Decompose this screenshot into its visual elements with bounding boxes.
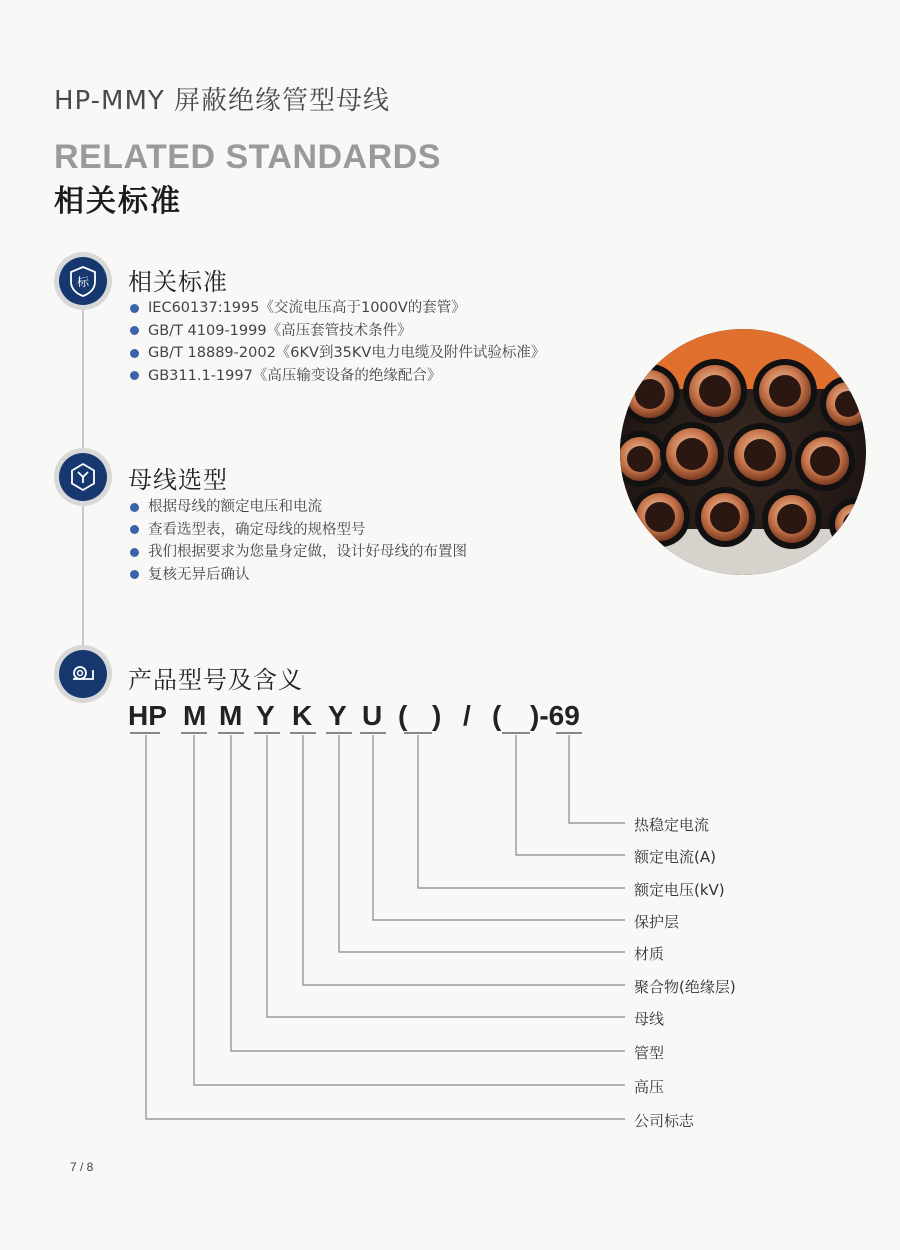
code-char-hp: HP — [128, 700, 167, 731]
list-item: IEC60137:1995《交流电压高于1000V的套管》 — [130, 297, 545, 320]
section-title-model: 产品型号及含义 — [128, 666, 303, 694]
meaning-high-voltage: 高压 — [634, 1078, 665, 1096]
list-item: 复核无异后确认 — [130, 564, 467, 587]
meaning-thermal-current: 热稳定电流 — [634, 816, 710, 834]
list-item: GB311.1-1997《高压输变设备的绝缘配合》 — [130, 365, 545, 388]
list-item: GB/T 18889-2002《6KV到35KV电力电缆及附件试验标准》 — [130, 342, 545, 365]
code-char-m1: M — [183, 700, 207, 731]
list-item: 根据母线的额定电压和电流 — [130, 496, 467, 519]
code-char-k: K — [292, 700, 313, 731]
section-title-selection: 母线选型 — [128, 466, 228, 494]
chinese-heading: 相关标准 — [54, 184, 182, 219]
list-item: GB/T 4109-1999《高压套管技术条件》 — [130, 320, 545, 343]
list-item: 查看选型表，确定母线的规格型号 — [130, 519, 467, 542]
code-char-close-paren-1: ) — [432, 700, 442, 731]
code-char-m2: M — [219, 700, 243, 731]
code-char-y2: Y — [328, 700, 347, 731]
meaning-rated-current: 额定电流(A) — [634, 848, 716, 866]
meaning-company-logo: 公司标志 — [634, 1112, 695, 1130]
code-char-u: U — [362, 700, 383, 731]
svg-text:标: 标 — [76, 275, 90, 289]
code-char-open-paren-2: ( — [492, 700, 502, 731]
meaning-material: 材质 — [634, 945, 665, 963]
code-char-slash: / — [463, 700, 471, 731]
page-number: 7 / 8 — [70, 1160, 94, 1174]
meaning-rated-voltage: 额定电压(kV) — [634, 881, 725, 899]
meaning-polymer-insulation: 聚合物(绝缘层) — [634, 978, 736, 996]
code-char-y1: Y — [256, 700, 275, 731]
meaning-tubular: 管型 — [634, 1044, 665, 1062]
section-title-standards: 相关标准 — [128, 268, 228, 296]
code-char-open-paren-1: ( — [398, 700, 408, 731]
list-item: 我们根据要求为您量身定做，设计好母线的布置图 — [130, 541, 467, 564]
page-header-title: HP-MMY 屏蔽绝缘管型母线 — [54, 86, 391, 116]
code-char-close-paren-69: )-69 — [530, 700, 580, 731]
english-heading: RELATED STANDARDS — [54, 138, 441, 176]
meaning-busbar: 母线 — [634, 1010, 665, 1028]
meaning-protective-layer: 保护层 — [634, 913, 680, 931]
